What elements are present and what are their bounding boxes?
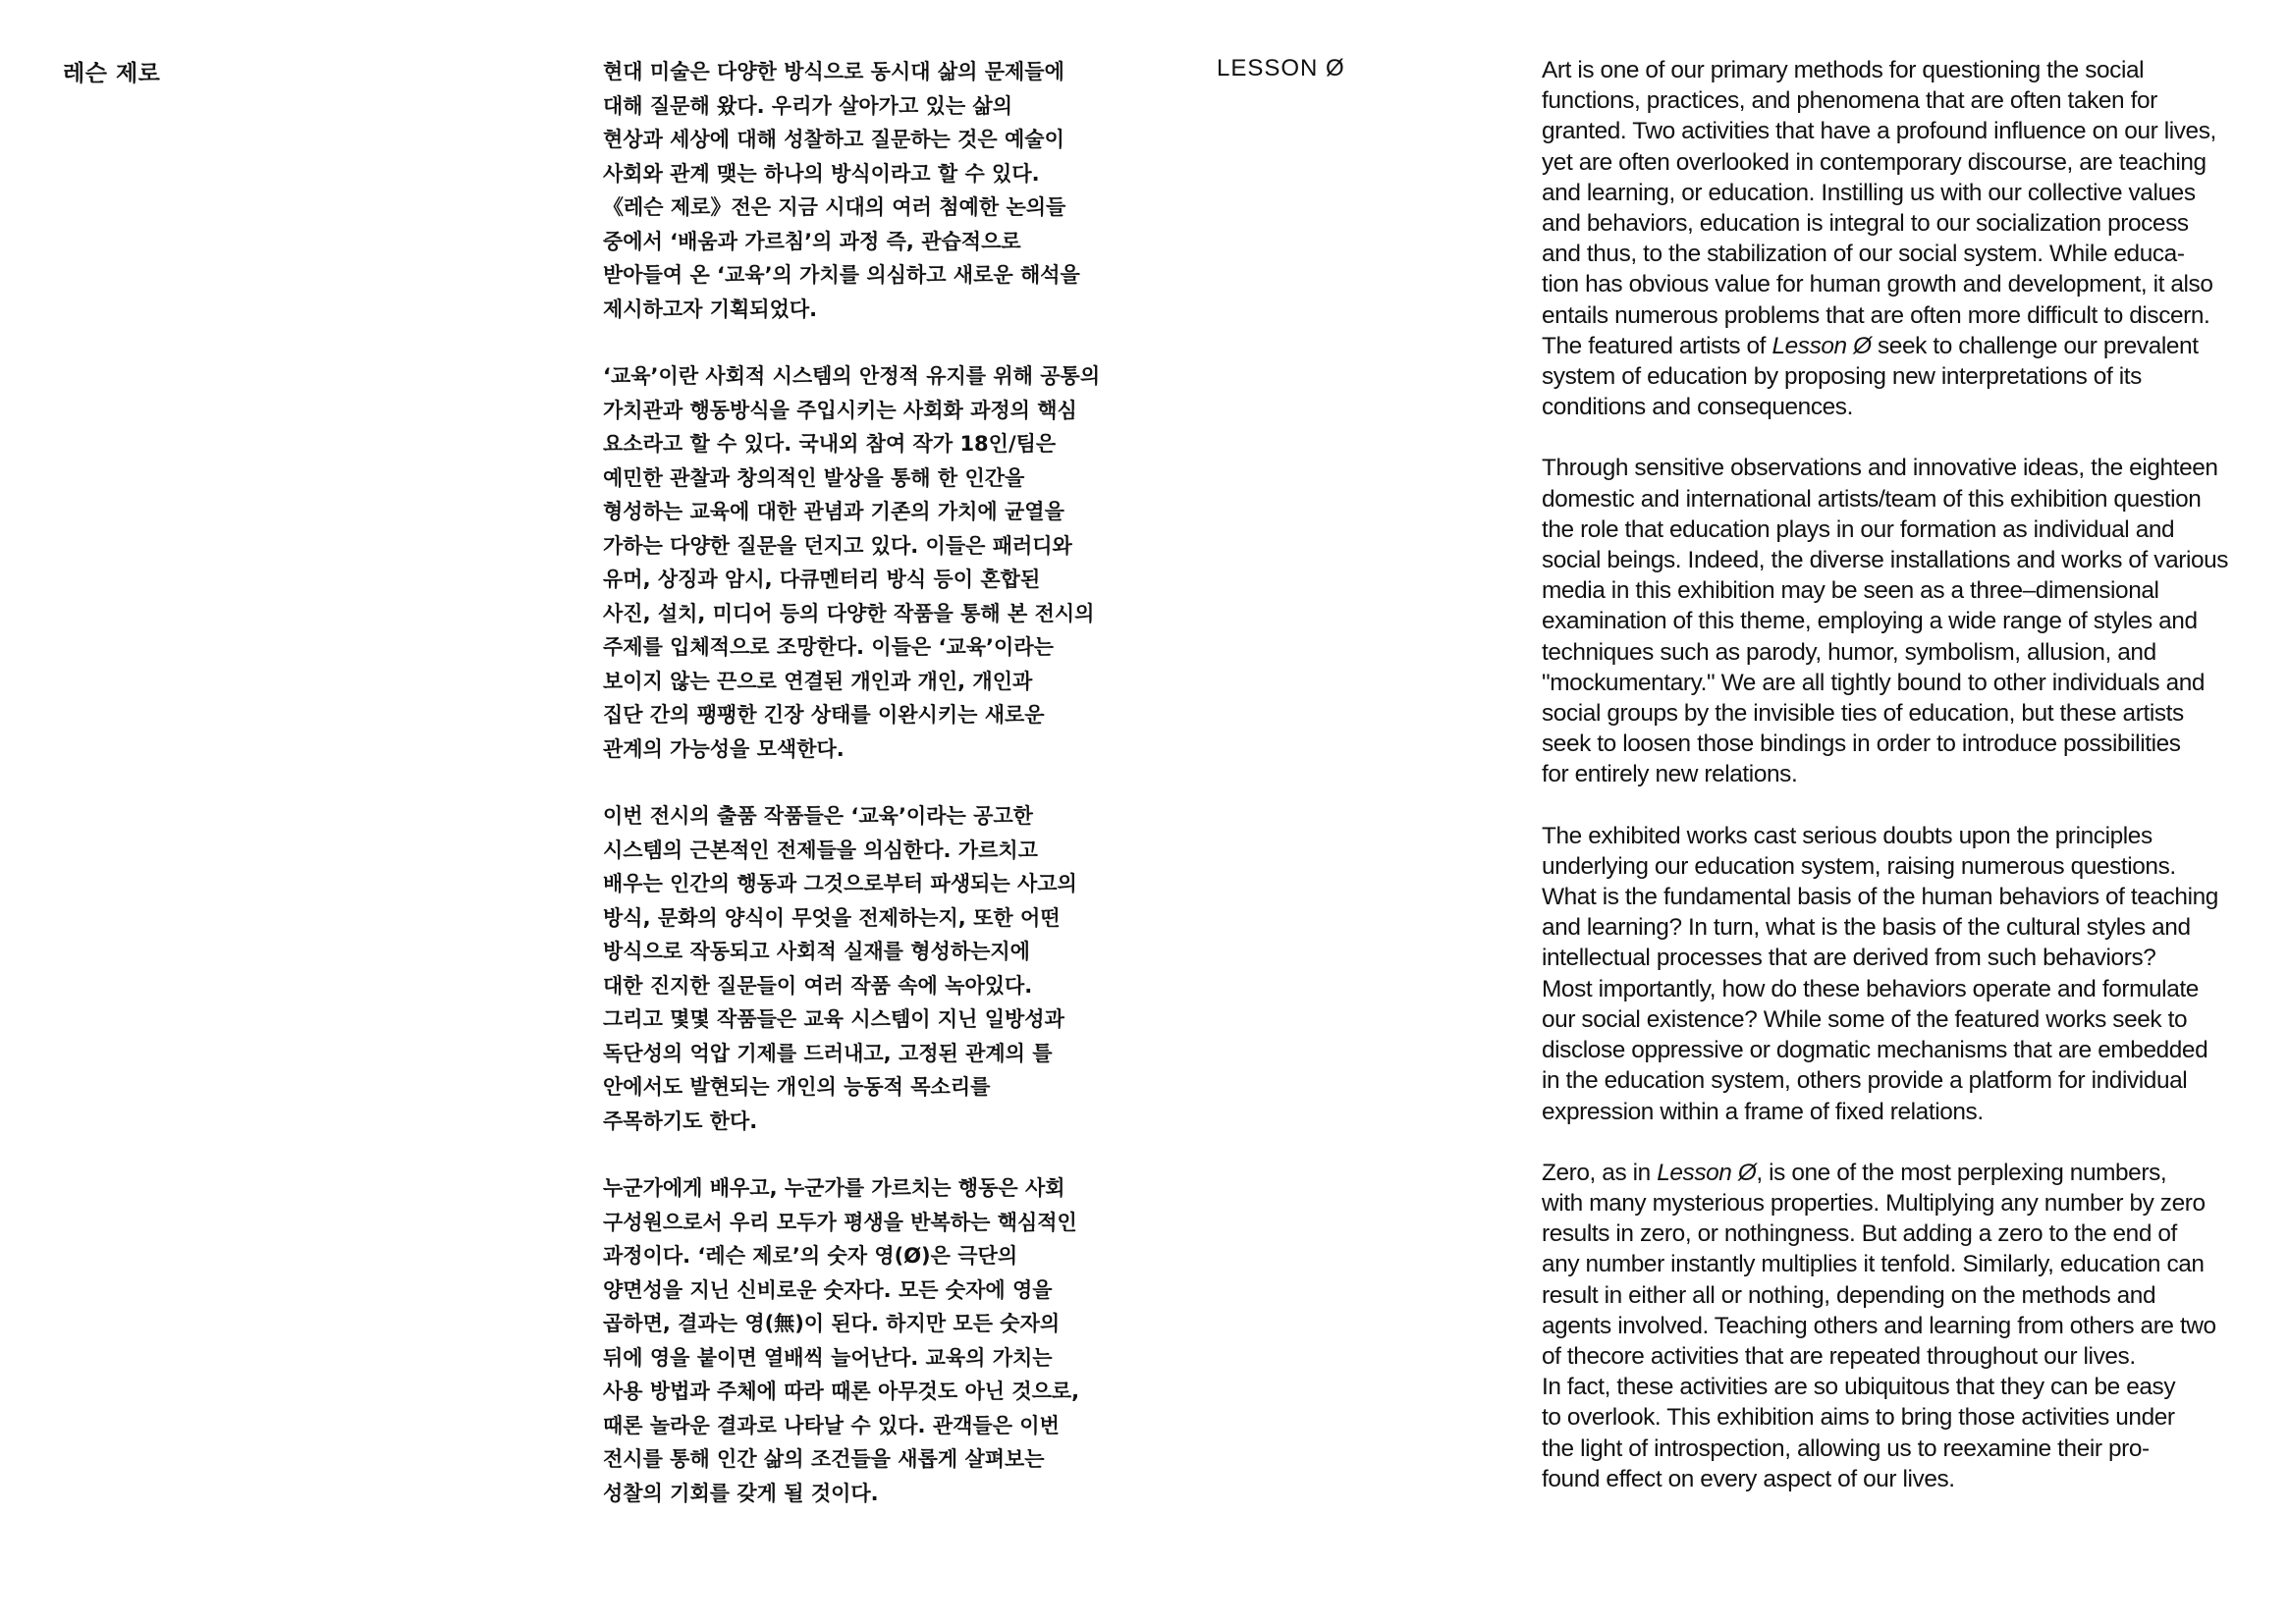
text-line: tion has obvious value for human growth and development, it also	[1542, 271, 2213, 298]
text-line: "mockumentary." We are all tightly bound to other individuals and	[1542, 669, 2206, 696]
text-line: 가치관과 행동방식을 주입시키는 사회화 과정의 핵심	[603, 398, 1077, 422]
text-line: 전시를 통해 인간 삶의 조건들을 새롭게 살펴보는	[603, 1447, 1045, 1471]
text-line: Most importantly, how do these behaviors operate and formulate	[1542, 975, 2199, 1002]
text-line: domestic and international artists/team of this exhibition question	[1542, 485, 2202, 513]
text-line: 사용 방법과 주체에 따라 때론 아무것도 아닌 것으로,	[603, 1380, 1080, 1403]
text-line: 곱하면, 결과는 영(無)이 된다. 하지만 모든 숫자의	[603, 1312, 1061, 1335]
text-line: 과정이다. ‘레슨 제로’의 숫자 영(Ø)은 극단의	[603, 1244, 1018, 1268]
text-line: social beings. Indeed, the diverse installations and works of various	[1542, 547, 2229, 574]
english-paragraphs	[1542, 55, 2249, 1494]
text-line: and learning? In turn, what is the basis of the cultural styles and	[1542, 914, 2191, 942]
text-line: underlying our education system, raising numerous questions.	[1542, 852, 2176, 880]
korean-title: 레슨 제로	[63, 61, 161, 86]
text-line: 시스템의 근본적인 전제들을 의심한다. 가르치고	[603, 838, 1038, 862]
text-line: techniques such as parody, humor, symbolism, allusion, and	[1542, 638, 2156, 666]
text-line: and behaviors, education is integral to our socialization process	[1542, 210, 2189, 238]
text-line: results in zero, or nothingness. But adding a zero to the end of	[1542, 1220, 2177, 1248]
text-line: 현상과 세상에 대해 성찰하고 질문하는 것은 예술이	[603, 128, 1064, 151]
korean-body-column	[603, 55, 1114, 1543]
text-line: 대해 질문해 왔다. 우리가 살아가고 있는 삶의	[603, 93, 1012, 118]
text-line: intellectual processes that are derived from such behaviors?	[1542, 945, 2156, 972]
text-line: to overlook. This exhibition aims to bring those activities under	[1542, 1404, 2175, 1432]
text-line: conditions and consequences.	[1542, 394, 1853, 421]
text-line: Through sensitive observations and innovative ideas, the eighteen	[1542, 455, 2218, 482]
text-line: result in either all or nothing, depending on the methods and	[1542, 1281, 2156, 1309]
text-line: Zero, as in Lesson Ø, is one of the most perplexing numbers,	[1542, 1159, 2167, 1186]
text-line: 때론 놀라운 결과로 나타날 수 있다. 관객들은 이번	[603, 1413, 1060, 1437]
text-line: 형성하는 교육에 대한 관념과 기존의 가치에 균열을	[603, 500, 1064, 523]
text-line: 방식으로 작동되고 사회적 실재를 형성하는지에	[603, 940, 1030, 963]
english-paragraph	[1542, 821, 2249, 1127]
text-line: the light of introspection, allowing us to reexamine their pro-	[1542, 1435, 2150, 1462]
text-line: media in this exhibition may be seen as a three–dimensional	[1542, 577, 2159, 605]
text-line: 구성원으로서 우리 모두가 평생을 반복하는 핵심적인	[603, 1210, 1077, 1234]
text-line: functions, practices, and phenomena that are often taken for	[1542, 87, 2157, 115]
english-paragraph	[1542, 453, 2249, 789]
korean-paragraph	[603, 1171, 1114, 1510]
text-line: for entirely new relations.	[1542, 761, 1798, 788]
text-line: granted. Two activities that have a profound influence on our lives,	[1542, 118, 2216, 145]
text-line: our social existence? While some of the featured works seek to	[1542, 1005, 2188, 1033]
text-line: 이번 전시의 출품 작품들은 ‘교육’이라는 공고한	[603, 804, 1033, 828]
text-line: 받아들여 온 ‘교육’의 가치를 의심하고 새로운 해석을	[603, 263, 1080, 287]
text-line: In fact, these activities are so ubiquitous that they can be easy	[1542, 1374, 2176, 1401]
text-line: The exhibited works cast serious doubts upon the principles	[1542, 822, 2153, 849]
text-line: ‘교육’이란 사회적 시스템의 안정적 유지를 위해 공통의	[603, 364, 1101, 388]
text-line: with many mysterious properties. Multiplying any number by zero	[1542, 1189, 2206, 1217]
text-line: disclose oppressive or dogmatic mechanisms that are embedded	[1542, 1037, 2208, 1064]
text-line: 관계의 가능성을 모색한다.	[603, 736, 845, 761]
text-line: 보이지 않는 끈으로 연결된 개인과 개인, 개인과	[603, 669, 1033, 693]
text-line: any number instantly multiplies it tenfold. Similarly, education can	[1542, 1251, 2205, 1278]
text-line: of thecore activities that are repeated throughout our lives.	[1542, 1342, 2136, 1370]
text-line: agents involved. Teaching others and learning from others are two	[1542, 1312, 2216, 1339]
text-line: 성찰의 기회를 갖게 될 것이다.	[603, 1481, 879, 1505]
text-line: What is the fundamental basis of the human behaviors of teaching	[1542, 884, 2218, 911]
text-line: 뒤에 영을 붙이면 열배씩 늘어난다. 교육의 가치는	[603, 1345, 1053, 1370]
text-line: 대한 진지한 질문들이 여러 작품 속에 녹아있다.	[603, 973, 1033, 998]
text-line: 안에서도 발현되는 개인의 능동적 목소리를	[603, 1075, 991, 1099]
text-line: 예민한 관찰과 창의적인 발상을 통해 한 인간을	[603, 465, 1025, 490]
text-line: yet are often overlooked in contemporary discourse, are teaching	[1542, 148, 2207, 176]
text-line: 사진, 설치, 미디어 등의 다양한 작품을 통해 본 전시의	[603, 601, 1095, 625]
text-line: entails numerous problems that are often more difficult to discern.	[1542, 301, 2210, 329]
text-line: 요소라고 할 수 있다. 국내외 참여 작가 18인/팀은	[603, 432, 1057, 456]
text-line: expression within a frame of fixed relations.	[1542, 1098, 1984, 1125]
korean-paragraph	[603, 799, 1114, 1138]
text-line: 중에서 ‘배움과 가르침’의 과정 즉, 관습적으로	[603, 229, 1021, 253]
text-line: found effect on every aspect of our lives.	[1542, 1465, 1955, 1492]
text-line: 방식, 문화의 양식이 무엇을 전제하는지, 또한 어떤	[603, 905, 1061, 930]
text-line: the role that education plays in our formation as individual and	[1542, 515, 2175, 543]
text-line: 가하는 다양한 질문을 던지고 있다. 이들은 패러디와	[603, 533, 1072, 558]
text-line: Art is one of our primary methods for questioning the social	[1542, 57, 2145, 83]
text-line: 독단성의 억압 기제를 드러내고, 고정된 관계의 틀	[603, 1041, 1053, 1065]
text-line: and learning, or education. Instilling us with our collective values	[1542, 179, 2196, 206]
text-line: 누군가에게 배우고, 누군가를 가르치는 행동은 사회	[603, 1176, 1065, 1200]
text-line: system of education by proposing new interpretations of its	[1542, 363, 2142, 391]
korean-paragraphs	[603, 55, 1114, 1510]
english-paragraph	[1542, 55, 2249, 422]
text-line: 배우는 인간의 행동과 그것으로부터 파생되는 사고의	[603, 872, 1077, 895]
text-line: social groups by the invisible ties of education, but these artists	[1542, 700, 2184, 728]
text-line: seek to loosen those bindings in order to introduce possibilities	[1542, 731, 2181, 758]
text-line: 주목하기도 한다.	[603, 1109, 758, 1133]
text-line: 양면성을 지닌 신비로운 숫자다. 모든 숫자에 영을	[603, 1277, 1053, 1302]
english-body-column	[1542, 55, 2249, 1525]
korean-paragraph	[603, 359, 1114, 766]
english-title: LESSON Ø	[1217, 55, 1345, 81]
korean-title-column	[63, 55, 160, 87]
text-line: 《레슨 제로》전은 지금 시대의 여러 첨예한 논의들	[603, 195, 1066, 219]
text-line: The featured artists of Lesson Ø seek to challenge our prevalent	[1542, 332, 2199, 359]
text-line: and thus, to the stabilization of our social system. While educa-	[1542, 241, 2185, 268]
text-line: 그리고 몇몇 작품들은 교육 시스템이 지닌 일방성과	[603, 1007, 1064, 1031]
text-line: in the education system, others provide a platform for individual	[1542, 1067, 2188, 1095]
text-line: 집단 간의 팽팽한 긴장 상태를 이완시키는 새로운	[603, 703, 1045, 727]
english-title-column	[1217, 55, 1345, 82]
text-line: 유머, 상징과 암시, 다큐멘터리 방식 등이 혼합된	[603, 568, 1041, 591]
text-line: 사회와 관계 맺는 하나의 방식이라고 할 수 있다.	[603, 161, 1040, 186]
korean-paragraph	[603, 55, 1114, 326]
english-paragraph	[1542, 1158, 2249, 1494]
text-line: 현대 미술은 다양한 방식으로 동시대 삶의 문제들에	[603, 60, 1064, 83]
text-line: 주제를 입체적으로 조망한다. 이들은 ‘교육’이라는	[603, 635, 1054, 659]
text-line: 제시하고자 기획되었다.	[603, 297, 818, 321]
text-line: examination of this theme, employing a wide range of styles and	[1542, 608, 2198, 635]
